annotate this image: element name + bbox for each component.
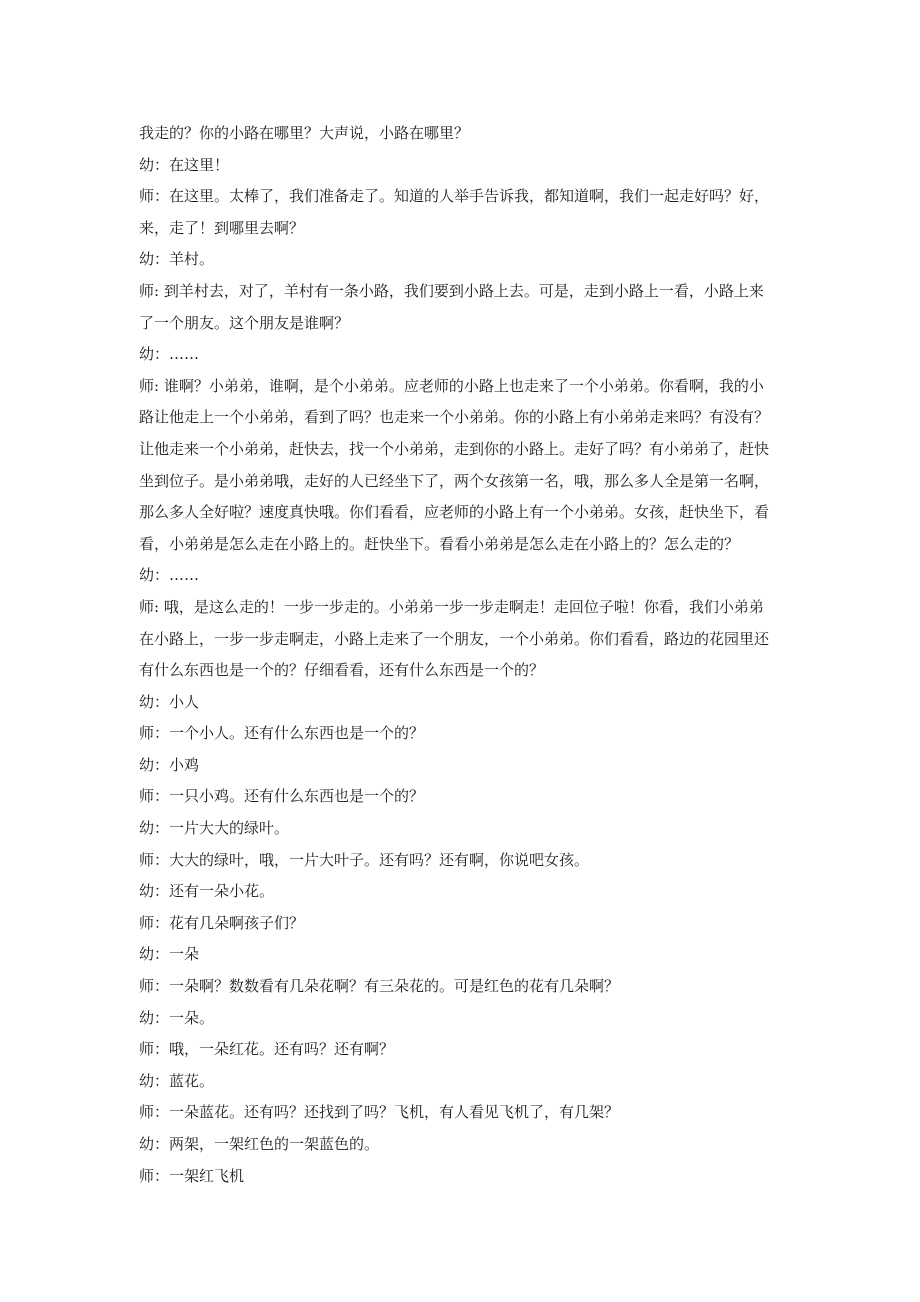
text-line: 幼：一朵。 bbox=[139, 1008, 215, 1027]
text-line: 幼：一片大大的绿叶。 bbox=[139, 819, 290, 838]
text-line: 幼：小鸡 bbox=[139, 755, 200, 774]
dialogue-paragraph bbox=[139, 181, 782, 244]
text-line: 幼：两架，一架红色的一架蓝色的。 bbox=[139, 1135, 380, 1153]
dialogue-paragraph bbox=[139, 244, 782, 276]
text-line: 师：一只小鸡。还有什么东西也是一个的？ bbox=[139, 787, 425, 806]
dialogue-paragraph bbox=[139, 118, 782, 150]
text-line: 师: 谁啊？小弟弟，谁啊，是个小弟弟。应老师的小路上也走来了一个小弟弟。你看啊，我的小 bbox=[139, 376, 764, 395]
text-line: 师：大大的绿叶，哦，一片大叶子。还有吗？还有啊，你说吧女孩。 bbox=[139, 850, 590, 869]
dialogue-paragraph bbox=[139, 750, 782, 782]
text-line: 在小路上，一步一步走啊走，小路上走来了一个朋友，一个小弟弟。你们看看，路边的花园里还 bbox=[139, 629, 770, 648]
text-line: 幼：…… bbox=[139, 566, 200, 585]
text-line: 坐到位子。是小弟弟哦，走好的人已经坐下了，两个女孩第一名，哦，那么多人全是第一名啊， bbox=[139, 471, 770, 490]
text-line: 师: 哦，是这么走的！一步一步走的。小弟弟一步一步走啊走！走回位子啦！你看，我们小弟弟 bbox=[139, 597, 764, 616]
text-line: 让他走来一个小弟弟，赶快去，找一个小弟弟，走到你的小路上。走好了吗？有小弟弟了，赶快 bbox=[139, 439, 770, 458]
dialogue-paragraph bbox=[139, 845, 782, 877]
text-line: 幼：小人 bbox=[139, 692, 200, 711]
dialogue-paragraph bbox=[139, 876, 782, 908]
dialogue-paragraph bbox=[139, 1003, 782, 1035]
dialogue-paragraph bbox=[139, 687, 782, 719]
text-line: 师：一朵啊？数数看有几朵花啊？有三朵花的。可是红色的花有几朵啊？ bbox=[139, 977, 620, 996]
dialogue-paragraph bbox=[139, 371, 782, 561]
text-line: 师：一个小人。还有什么东西也是一个的？ bbox=[139, 724, 425, 743]
dialogue-paragraph bbox=[139, 276, 782, 339]
text-line: 师：一朵蓝花。还有吗？还找到了吗？飞机，有人看见飞机了，有几架？ bbox=[139, 1103, 620, 1122]
dialogue-paragraph bbox=[139, 592, 782, 687]
text-line: 师：花有几朵啊孩子们？ bbox=[139, 913, 305, 932]
text-line: 那么多人全好啦？速度真快哦。你们看看，应老师的小路上有一个小弟弟。女孩，赶快坐下，看 bbox=[139, 503, 770, 522]
dialogue-paragraph bbox=[139, 560, 782, 592]
text-line: 有什么东西也是一个的？仔细看看，还有什么东西是一个的？ bbox=[139, 661, 545, 680]
dialogue-paragraph bbox=[139, 1034, 782, 1066]
dialogue-paragraph bbox=[139, 939, 782, 971]
text-line: 幼：在这里！ bbox=[139, 155, 230, 174]
text-line: 幼：蓝花。 bbox=[139, 1071, 215, 1090]
text-line: 路让他走上一个小弟弟，看到了吗？也走来一个小弟弟。你的小路上有小弟弟走来吗？有没有？ bbox=[139, 408, 770, 427]
text-line: 幼：羊村。 bbox=[139, 250, 215, 269]
text-line: 来，走了！到哪里去啊？ bbox=[139, 218, 305, 237]
text-line: 了一个朋友。这个朋友是谁啊？ bbox=[139, 313, 350, 332]
dialogue-paragraph bbox=[139, 718, 782, 750]
text-line: 师：在这里。太棒了，我们准备走了。知道的人举手告诉我，都知道啊，我们一起走好吗？好， bbox=[139, 187, 770, 206]
text-line: 幼：还有一朵小花。 bbox=[139, 882, 275, 901]
text-line: 幼：一朵 bbox=[139, 945, 200, 964]
dialogue-paragraph bbox=[139, 781, 782, 813]
dialogue-paragraph bbox=[139, 1161, 782, 1193]
transcript-body bbox=[139, 118, 782, 1192]
text-line: 我走的？你的小路在哪里？大声说，小路在哪里？ bbox=[139, 124, 470, 142]
dialogue-paragraph bbox=[139, 971, 782, 1003]
dialogue-paragraph bbox=[139, 1066, 782, 1098]
dialogue-paragraph bbox=[139, 813, 782, 845]
dialogue-paragraph bbox=[139, 339, 782, 371]
dialogue-paragraph bbox=[139, 1129, 782, 1161]
dialogue-paragraph bbox=[139, 1097, 782, 1129]
text-line: 看，小弟弟是怎么走在小路上的。赶快坐下。看看小弟弟是怎么走在小路上的？怎么走的？ bbox=[139, 534, 740, 553]
dialogue-paragraph bbox=[139, 908, 782, 940]
text-line: 幼：…… bbox=[139, 345, 200, 364]
text-line: 师: 到羊村去，对了，羊村有一条小路，我们要到小路上去。可是，走到小路上一看，小路上来 bbox=[139, 281, 764, 300]
dialogue-paragraph bbox=[139, 150, 782, 182]
text-line: 师：一架红飞机 bbox=[139, 1166, 245, 1185]
text-line: 师：哦，一朵红花。还有吗？还有啊？ bbox=[139, 1040, 395, 1059]
